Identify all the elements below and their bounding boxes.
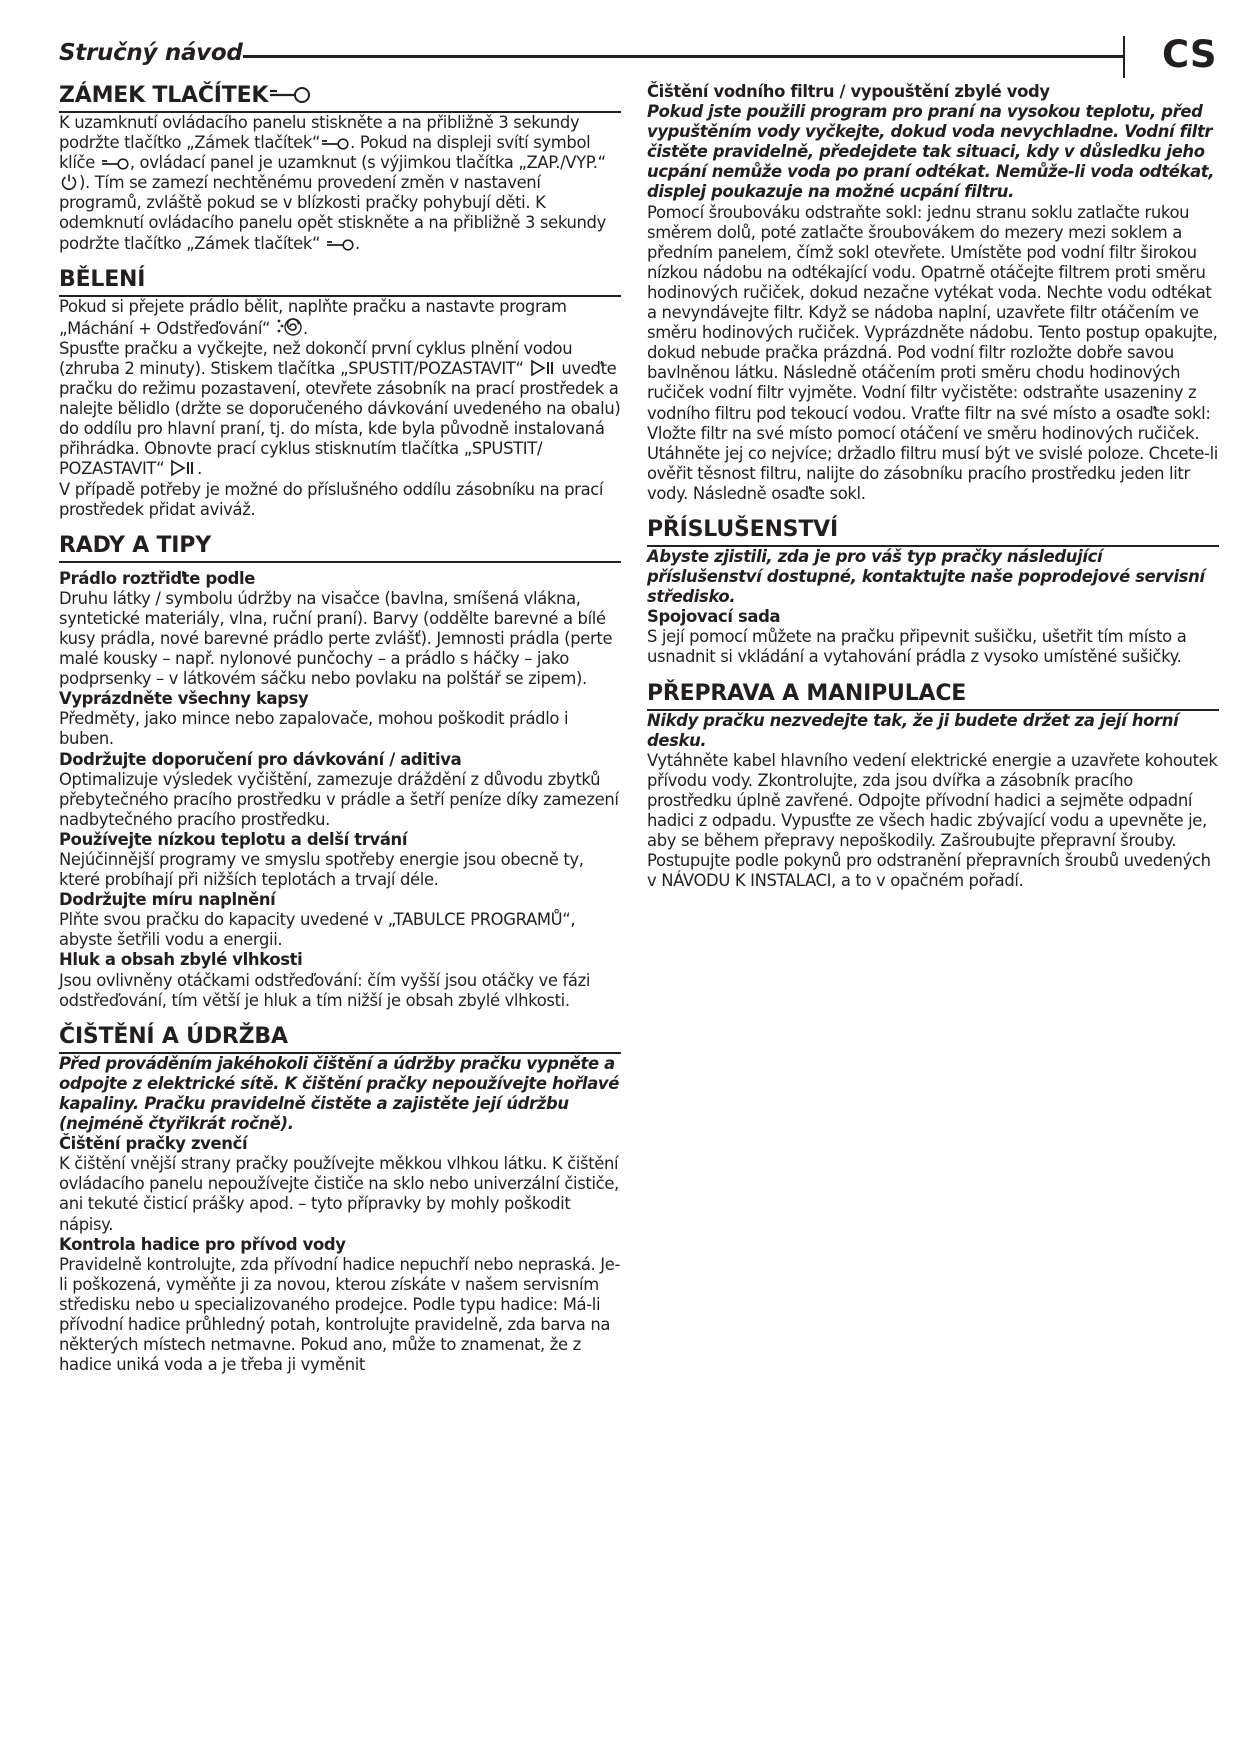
power-icon xyxy=(60,173,78,191)
play-pause-icon xyxy=(530,359,556,377)
bleaching-paragraph-2: Spusťte pračku a vyčkejte, než dokončí první cyklus plnění vodou (zhruba 2 minuty). Stiskem tlačítka „SPUSTIT/POZASTAVIT“ uveďte pračku do režimu pozastavení, otevřete zásobník na prací prostředek a nalejte bělidlo (držte se doporučeného dávkování uvedeného na obalu) do oddílu pro hlavní praní, tj. do místa, kde byla původně instalovaná přihrádka. Obnovte prací cyklus stisknutím tlačítka „SPUSTIT/ POZASTAVIT“ . xyxy=(59,338,621,479)
filter-warning: Pokud jste použili program pro praní na vysokou teplotu, před vypuštěním vody vyčkejte, dokud voda nevychladne. Vodní filtr čistěte pravidelně, předejdete tak situaci, kdy v důsledku jeho ucpání nemůže voda po praní odtékat. Nemůže-li voda odtékat, displej poukazuje na možné ucpání filtru. xyxy=(647,102,1215,202)
section-heading-tips: RADY A TIPY xyxy=(59,532,621,563)
tip-title: Dodržujte míru naplnění xyxy=(59,890,276,910)
transport-warning: Nikdy pračku nezvedejte tak, že ji budete držet za její horní desku. xyxy=(647,710,1179,750)
section-heading-key-lock: ZÁMEK TLAČÍTEK xyxy=(59,82,621,113)
section-heading-cleaning: ČIŠTĚNÍ A ÚDRŽBA xyxy=(59,1023,621,1054)
header-rule xyxy=(243,55,1125,58)
key-lock-icon xyxy=(101,157,129,171)
tip-text: Optimalizuje výsledek vyčištění, zamezuje dráždění z důvodu zbytků přebytečného pracího prostředku v prádle a šetří peníze díky zamezení nadbytečného pracího prostředku. xyxy=(59,769,619,829)
filter-subheading: Čištění vodního filtru / vypouštění zbylé vody xyxy=(647,82,1050,101)
tip-text: Plňte svou pračku do kapacity uvedené v „TABULCE PROGRAMŮ“, abyste šetřili vodu a energii. xyxy=(59,910,576,950)
transport-text: Vytáhněte kabel hlavního vedení elektrické energie a uzavřete kohoutek přívodu vody. Zkontrolujte, zda jsou dvířka a zásobník pracího prostředku úplně zavřené. Odpojte přívodní hadici a sejměte odpadní hadici z odpadu. Vypusťte ze všech hadic zbývající vodu a upevněte je, aby se během přepravy nepoškodily. Zašroubujte přepravní šrouby. Postupujte podle pokynů pro odstranění přepravních šroubů uvedených v NÁVODU K INSTALACI, a to v opačném pořadí. xyxy=(647,750,1218,891)
play-pause-icon xyxy=(170,459,196,477)
key-lock-icon xyxy=(321,137,349,151)
cleaning-warning: Před prováděním jakéhokoli čištění a údržby pračku vypněte a odpojte z elektrické sítě. K čištění pračky nepoužívejte hořlavé kapaliny. Pračku pravidelně čistěte a zajistěte její údržbu (nejméně čtyřikrát ročně). xyxy=(59,1053,620,1134)
right-column xyxy=(647,82,1219,891)
accessories-subheading: Spojovací sada xyxy=(647,607,781,627)
tip-text: Jsou ovlivněny otáčkami odstřeďování: čím vyšší jsou otáčky ve fázi odstřeďování, tím větší je hluk a tím nižší je obsah zbylé vlhkosti. xyxy=(59,970,591,1010)
accessories-warning: Abyste zjistili, zda je pro váš typ pračky následující příslušenství dostupné, kontaktujte naše poprodejové servisní středisko. xyxy=(647,546,1205,607)
tip-title: Hluk a obsah zbylé vlhkosti xyxy=(59,950,303,970)
accessories-text: S její pomocí můžete na pračku připevnit sušičku, ušetřit tím místo a usnadnit si vkládání a vytahování prádla z vysoko umístěné sušičky. xyxy=(647,627,1187,667)
key-lock-paragraph: K uzamknutí ovládacího panelu stiskněte a na přibližně 3 sekundy podržte tlačítko „Zámek tlačítek“ . Pokud na displeji svítí symbol klíče , ovládací panel je uzamknut (s výjimkou tlačítka „ZAP./VYP.“ ). Tím se zamezí nechtěnému provedení změn v nastavení programů, zvláště pokud se v blízkosti pračky pohybují děti. K odemknutí ovládacího panelu opět stiskněte a na přibližně 3 sekundy podržte tlačítko „Zámek tlačítek“ . xyxy=(59,113,606,253)
left-column xyxy=(59,82,621,1375)
cleaning-subheading-exterior: Čištění pračky zvenčí xyxy=(59,1134,248,1154)
language-code: CS xyxy=(1162,33,1217,76)
filter-text: Pomocí šroubováku odstraňte sokl: jednu stranu soklu zatlačte rukou směrem dolů, poté zatlačte šroubovákem do mezery mezi soklem a předním panelem, čímž sokl otevřete. Umístěte pod vodní filtr širokou nízkou nádobu na odtékající vodu. Opatrně otáčejte filtrem proti směru hodinových ručiček, dokud nezačne vytékat voda. Nechte vodu odtékat a nevyndávejte filtr. Když se nádoba naplní, uzavřete filtr otáčením ve směru hodinových ručiček. Vyprázdněte nádobu. Tento postup opakujte, dokud nebude pračka prázdná. Pod vodní filtr rozložte dobře savou bavlněnou látku. Následně otáčením proti směru chodu hodinových ručiček vodní filtr vyjměte. Vodní filtr vyčistěte: odstraňte usazeniny z vodního filtru pod tekoucí vodou. Vraťte filtr na své místo a osaďte sokl: Vložte filtr na své místo pomocí otáčení ve směru hodinových ručiček. Utáhněte jej co nejvíce; držadlo filtru musí být ve svislé poloze. Chcete-li ověřit těsnost filtru, nalijte do zásobníku pracího prostředku jeden litr vody. Následně osaďte sokl. xyxy=(647,202,1218,503)
cleaning-exterior-text: K čištění vnější strany pračky používejte měkkou vlhkou látku. K čištění ovládacího panelu nepoužívejte čističe na sklo nebo univerzální čističe, ani tekuté čisticí prášky apod. – tyto přípravky by mohly poškodit nápisy. xyxy=(59,1154,619,1234)
header-divider xyxy=(1123,36,1125,78)
bleaching-paragraph-1: Pokud si přejete prádlo bělit, naplňte pračku a nastavte program „Máchání + Odstřeďování“ . xyxy=(59,296,567,338)
rinse-spin-icon xyxy=(276,317,302,337)
section-heading-transport: PŘEPRAVA A MANIPULACE xyxy=(647,680,1219,711)
bleaching-paragraph-3: V případě potřeby je možné do příslušného oddílu zásobníku na prací prostředek přidat aviváž. xyxy=(59,479,604,519)
tip-text: Druhu látky / symbolu údržby na visačce (bavlna, smíšená vlákna, syntetické materiály, vlna, ruční praní). Barvy (oddělte barevné a bílé kusy prádla, nové barevné prádlo perte zvlášť). Jemnosti prádla (perte malé kousky – např. nylonové punčochy – a prádlo s háčky – jako podprsenky – v látkovém sáčku nebo povlaku na polštář se zipem). xyxy=(59,588,613,689)
cleaning-hose-text: Pravidelně kontrolujte, zda přívodní hadice nepuchří nebo nepraská. Je-li poškozená, vyměňte ji za novou, kterou získáte v našem servisním středisku nebo u specializovaného prodejce. Podle typu hadice: Má-li přívodní hadice průhledný potah, kontrolujte pravidelně, zda barva na některých místech netmavne. Pokud ano, může to znamenat, že z hadice uniká voda a je třeba ji vyměnit xyxy=(59,1254,621,1375)
section-heading-bleaching: BĚLENÍ xyxy=(59,266,621,297)
tip-title: Vyprázdněte všechny kapsy xyxy=(59,689,309,709)
key-lock-icon xyxy=(326,238,354,252)
tip-text: Předměty, jako mince nebo zapalovače, mohou poškodit prádlo i buben. xyxy=(59,709,569,749)
tip-title: Používejte nízkou teplotu a delší trvání xyxy=(59,829,408,849)
section-heading-accessories: PŘÍSLUŠENSTVÍ xyxy=(647,516,1219,547)
key-lock-icon xyxy=(269,85,311,105)
cleaning-subheading-hose: Kontrola hadice pro přívod vody xyxy=(59,1234,346,1254)
page-header-title: Stručný návod xyxy=(59,40,243,66)
tip-title: Prádlo roztřiďte podle xyxy=(59,568,256,588)
tip-title: Dodržujte doporučení pro dávkování / aditiva xyxy=(59,749,462,769)
tip-text: Nejúčinnější programy ve smyslu spotřeby energie jsou obecně ty, které probíhají při nižších teplotách a trvají déle. xyxy=(59,850,584,890)
